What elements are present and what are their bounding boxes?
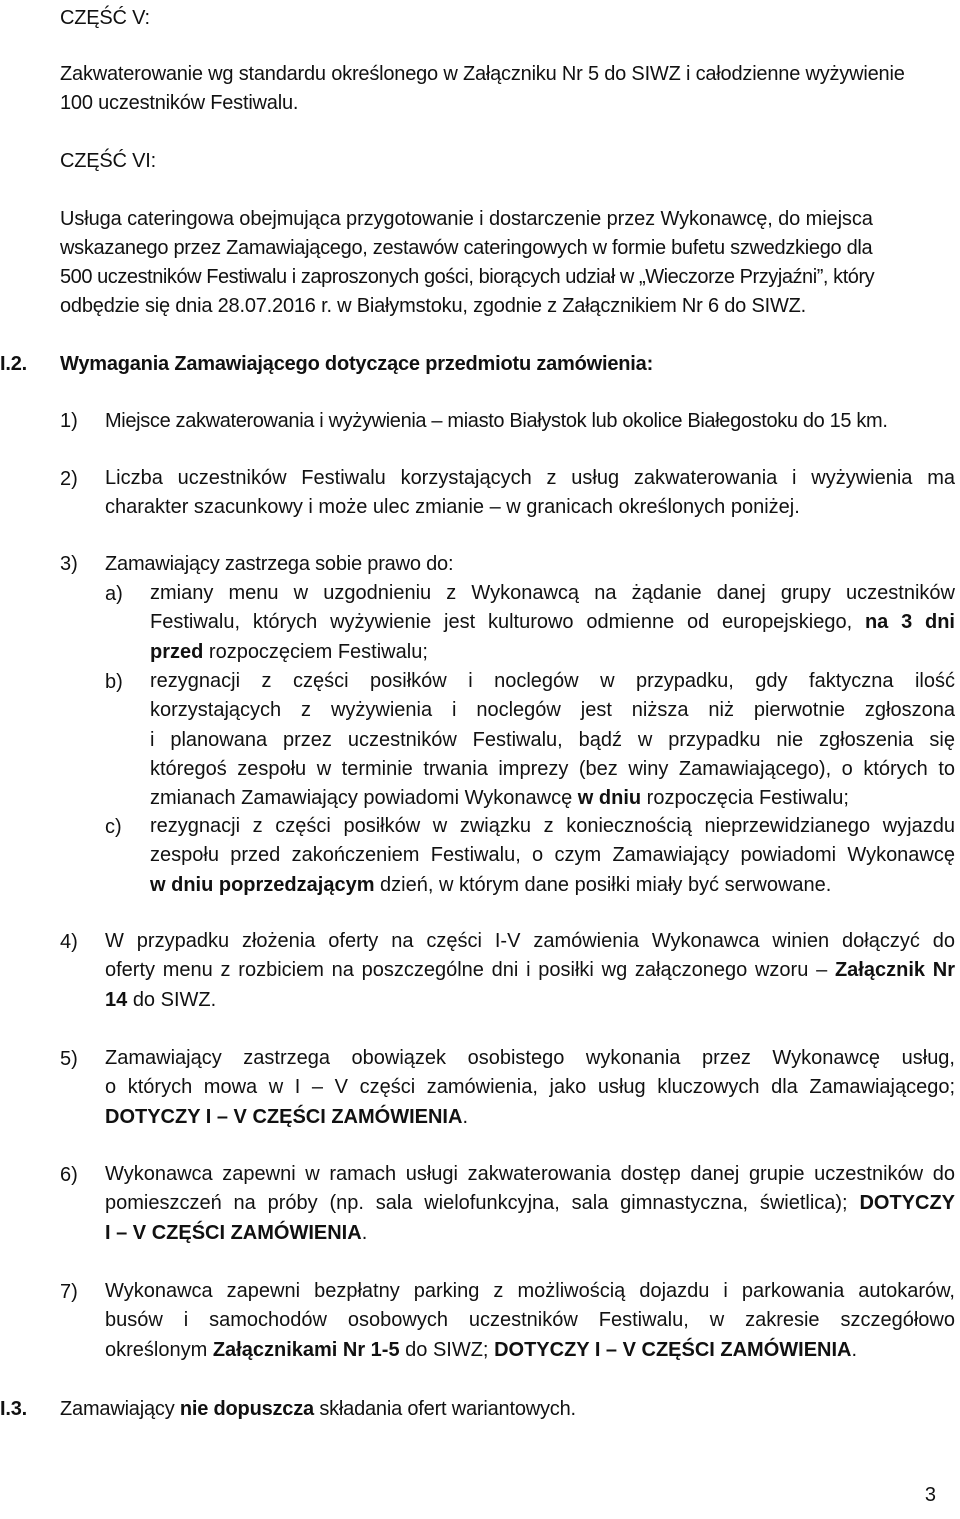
item-7-line-3-text-2: do SIWZ; bbox=[405, 1338, 489, 1361]
item-3c-line-2: zespołu przed zakończeniem Festiwalu, o czym Zamawiający powiadomi Wykonawcę bbox=[150, 844, 955, 867]
item-6-line-2-text: pomieszczeń na próby (np. sala wielofunkcyjna, sala gimnastyczna, świetlica); bbox=[105, 1192, 848, 1215]
item-5-number: 5) bbox=[60, 1048, 78, 1070]
section-i3-text bbox=[60, 1397, 576, 1421]
item-5-line-3-bold: DOTYCZY I – V CZĘŚCI ZAMÓWIENIA bbox=[105, 1105, 463, 1128]
item-2-line-2: charakter szacunkowy i może ulec zmianie – w granicach określonych poniżej. bbox=[105, 496, 800, 519]
item-3a-line-2-bold: na 3 dni bbox=[864, 611, 955, 634]
item-4-text bbox=[105, 927, 955, 1015]
item-4-line-2-bold: Załącznik Nr bbox=[834, 959, 955, 982]
item-3b-text bbox=[150, 667, 955, 813]
item-3b-line-3: i planowana przez uczestników Festiwalu, bądź w przypadku nie zgłoszenia się bbox=[150, 728, 955, 751]
part6-line-4: odbędzie się dnia 28.07.2016 r. w Białymstoku, zgodnie z Załącznikiem Nr 6 do SIWZ. bbox=[60, 295, 806, 317]
item-3b-line-4: któregoś zespołu w terminie trwania imprezy (bez winy Zamawiającego), o których to bbox=[150, 757, 955, 780]
item-3a-text bbox=[150, 579, 955, 667]
section-i3-text-1: Zamawiający bbox=[60, 1398, 175, 1420]
item-3c-line-3 bbox=[150, 871, 955, 900]
item-3b-line-5-text-2: rozpoczęcia Festiwalu; bbox=[646, 787, 849, 810]
item-3b-line-1: rezygnacji z części posiłków i noclegów w przypadku, gdy faktyczna ilość bbox=[150, 670, 955, 692]
item-5-line-2: o których mowa w I – V części zamówienia, jako usług kluczowych dla Zamawiającego; bbox=[105, 1076, 955, 1099]
part5-heading: CZĘŚĆ V: bbox=[60, 7, 150, 29]
item-4-line-2 bbox=[105, 956, 955, 985]
section-i3-number: I.3. bbox=[0, 1398, 27, 1420]
section-i3-text-2: składania ofert wariantowych. bbox=[319, 1398, 576, 1420]
section-i2-title: Wymagania Zamawiającego dotyczące przedmiotu zamówienia: bbox=[60, 353, 654, 375]
item-6-line-2 bbox=[105, 1189, 955, 1218]
part6-line-1: Usługa cateringowa obejmująca przygotowanie i dostarczenie przez Wykonawcę, do miejsca bbox=[60, 208, 873, 230]
item-3c-text bbox=[150, 812, 955, 900]
item-7-line-3-text-3: . bbox=[851, 1338, 858, 1361]
item-2-text bbox=[105, 464, 955, 523]
item-5-line-3-text: . bbox=[462, 1105, 468, 1128]
item-7-line-3 bbox=[105, 1336, 955, 1365]
item-5-line-1: Zamawiający zastrzega obowiązek osobistego wykonania przez Wykonawcę usług, bbox=[105, 1047, 955, 1069]
item-3a-line-3-text: rozpoczęciem Festiwalu; bbox=[208, 640, 428, 663]
item-6-number: 6) bbox=[60, 1164, 78, 1186]
item-3-intro: Zamawiający zastrzega sobie prawo do: bbox=[105, 553, 454, 575]
item-7-line-3-bold-1: Załącznikami Nr 1-5 bbox=[212, 1338, 400, 1361]
item-6-line-3-text: . bbox=[361, 1221, 368, 1244]
item-3b-line-2: korzystających z wyżywienia i noclegów jest niższa niż pierwotnie zgłoszona bbox=[150, 699, 955, 722]
item-4-line-3 bbox=[105, 986, 955, 1015]
item-1-number: 1) bbox=[60, 410, 78, 432]
page-number: 3 bbox=[924, 1484, 936, 1506]
item-7-line-3-bold-2: DOTYCZY I – V CZĘŚCI ZAMÓWIENIA bbox=[494, 1338, 852, 1361]
item-4-line-3-bold: 14 bbox=[105, 988, 128, 1011]
item-3a-line-3 bbox=[150, 638, 955, 667]
item-2-line-1: Liczba uczestników Festiwalu korzystających z usług zakwaterowania i wyżywienia ma bbox=[105, 467, 955, 489]
section-i2-number: I.2. bbox=[0, 353, 27, 375]
item-6-line-3 bbox=[105, 1219, 955, 1248]
item-3c-line-3-text: dzień, w którym dane posiłki miały być serwowane. bbox=[380, 873, 832, 896]
part6-heading: CZĘŚĆ VI: bbox=[60, 150, 156, 172]
part6-line-2: wskazanego przez Zamawiającego, zestawów cateringowych w formie bufetu szwedzkiego dla bbox=[60, 237, 873, 259]
item-3b-line-5-bold: w dniu bbox=[577, 787, 642, 810]
item-2-number: 2) bbox=[60, 468, 78, 490]
item-3a-line-2 bbox=[150, 608, 955, 637]
item-4-line-1: W przypadku złożenia oferty na części I-V zamówienia Wykonawca winien dołączyć do bbox=[105, 930, 955, 952]
item-3c-letter: c) bbox=[105, 816, 122, 838]
item-5-text bbox=[105, 1044, 955, 1132]
item-3a-letter: a) bbox=[105, 583, 123, 605]
item-7-line-2: busów i samochodów osobowych uczestników Festiwalu, w zakresie szczegółowo bbox=[105, 1309, 955, 1332]
item-3c-line-1: rezygnacji z części posiłków w związku z koniecznością nieprzewidzianego wyjazdu bbox=[150, 815, 955, 837]
item-3a-line-2-text: Festiwalu, których wyżywienie jest kulturowo odmienne od europejskiego, bbox=[150, 611, 853, 634]
item-3b-letter: b) bbox=[105, 671, 123, 693]
item-3b-line-5-text-1: zmianach Zamawiający powiadomi Wykonawcę bbox=[150, 787, 573, 810]
item-7-line-3-text-1: określonym bbox=[105, 1338, 208, 1361]
item-6-line-3-bold: I – V CZĘŚCI ZAMÓWIENIA bbox=[105, 1221, 362, 1244]
item-4-number: 4) bbox=[60, 931, 78, 953]
item-3-number: 3) bbox=[60, 553, 78, 575]
item-3c-line-3-bold: w dniu poprzedzającym bbox=[150, 873, 375, 896]
item-5-line-3 bbox=[105, 1103, 955, 1132]
item-7-text bbox=[105, 1277, 955, 1365]
item-1-text: Miejsce zakwaterowania i wyżywienia – miasto Białystok lub okolice Białegostoku do 15 km. bbox=[105, 410, 888, 432]
part5-line-1: Zakwaterowanie wg standardu określonego w Załączniku Nr 5 do SIWZ i całodzienne wyżywienie bbox=[60, 63, 905, 85]
item-6-text bbox=[105, 1160, 955, 1248]
item-3b-line-5 bbox=[150, 784, 955, 813]
part5-line-2: 100 uczestników Festiwalu. bbox=[60, 92, 299, 114]
item-6-line-2-bold: DOTYCZY bbox=[859, 1192, 955, 1215]
item-6-line-1: Wykonawca zapewni w ramach usługi zakwaterowania dostęp danej grupie uczestników do bbox=[105, 1163, 955, 1185]
item-4-line-2-text: oferty menu z rozbiciem na poszczególne dni i posiłki wg załączonego wzoru – bbox=[105, 959, 828, 982]
section-i3-bold: nie dopuszcza bbox=[179, 1398, 314, 1420]
item-7-line-1: Wykonawca zapewni bezpłatny parking z możliwością dojazdu i parkowania autokarów, bbox=[105, 1280, 955, 1302]
item-4-line-3-text: do SIWZ. bbox=[132, 988, 217, 1011]
part6-line-3: 500 uczestników Festiwalu i zaproszonych gości, biorących udział w „Wieczorze Przyjaźni”, który bbox=[60, 266, 875, 288]
item-7-number: 7) bbox=[60, 1281, 78, 1303]
item-3a-line-1: zmiany menu w uzgodnieniu z Wykonawcą na żądanie danej grupy uczestników bbox=[150, 582, 955, 604]
item-3a-line-3-bold: przed bbox=[150, 640, 204, 663]
